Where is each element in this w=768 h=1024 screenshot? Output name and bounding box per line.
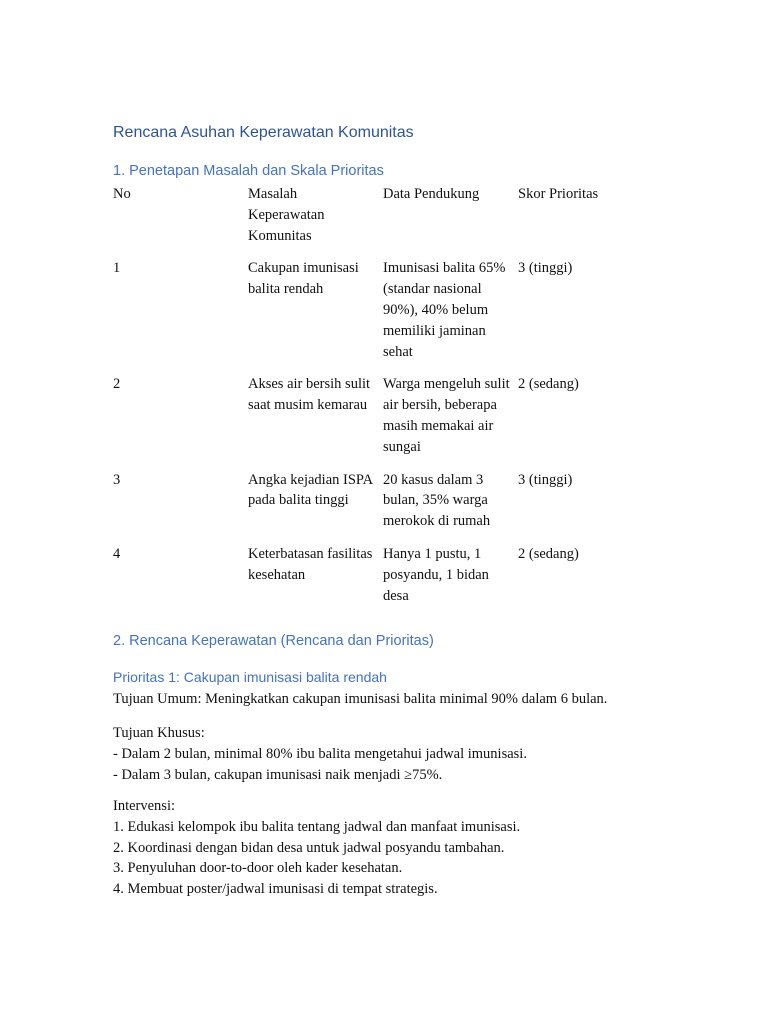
table-row: [113, 544, 673, 606]
header-no: No: [113, 186, 131, 202]
row-number: 3: [113, 471, 121, 488]
general-goal: [113, 689, 673, 710]
list-item: 3. Penyuluhan door-to-door oleh kader kesehatan.: [113, 860, 403, 877]
interventions-label: Intervensi:: [113, 798, 176, 814]
header-priority-score: Skor Prioritas: [518, 186, 599, 202]
header-support-data: Data Pendukung: [383, 186, 480, 202]
list-item: - Dalam 2 bulan, minimal 80% ibu balita mengetahui jadwal imunisasi.: [113, 745, 527, 762]
row-problem: Cakupan imunisasi balita rendah: [248, 260, 359, 298]
row-number: 1: [113, 260, 121, 277]
specific-goals-label: Tujuan Khusus:: [113, 725, 205, 741]
row-problem: Keterbatasan fasilitas kesehatan: [248, 545, 373, 583]
header-problem: Masalah Keperawatan Komunitas: [248, 186, 325, 244]
row-number: 2: [113, 376, 121, 393]
list-item: 4. Membuat poster/jadwal imunisasi di tempat strategis.: [113, 881, 438, 898]
priority-table: [113, 184, 673, 618]
section-2-heading: 2. Rencana Keperawatan (Rencana dan Prioritas): [113, 633, 434, 649]
general-goal-text: Tujuan Umum: Meningkatkan cakupan imunisasi balita minimal 90% dalam 6 bulan.: [113, 691, 608, 707]
table-header-row: [113, 184, 673, 246]
list-item: 1. Edukasi kelompok ibu balita tentang jadwal dan manfaat imunisasi.: [113, 818, 521, 835]
row-problem: Akses air bersih sulit saat musim kemarau: [248, 376, 371, 414]
interventions: [113, 796, 673, 900]
specific-goals: [113, 723, 673, 785]
row-support-data: Warga mengeluh sulit air bersih, beberapa masih memakai air sungai: [383, 376, 510, 455]
document-title: Rencana Asuhan Keperawatan Komunitas: [113, 124, 414, 141]
priority-1-heading: Prioritas 1: Cakupan imunisasi balita rendah: [113, 669, 387, 685]
table-row: [113, 258, 673, 362]
list-item: 2. Koordinasi dengan bidan desa untuk jadwal posyandu tambahan.: [113, 839, 505, 856]
row-support-data: Hanya 1 pustu, 1 posyandu, 1 bidan desa: [383, 545, 489, 604]
row-priority-score: 3 (tinggi): [518, 260, 573, 277]
row-support-data: 20 kasus dalam 3 bulan, 35% warga merokok di rumah: [383, 471, 491, 530]
row-number: 4: [113, 545, 121, 562]
row-problem: Angka kejadian ISPA pada balita tinggi: [248, 471, 373, 509]
list-item: - Dalam 3 bulan, cakupan imunisasi naik menjadi ≥75%.: [113, 766, 443, 783]
table-row: [113, 374, 673, 457]
section-1-heading: 1. Penetapan Masalah dan Skala Prioritas: [113, 163, 384, 179]
row-priority-score: 3 (tinggi): [518, 471, 573, 488]
table-row: [113, 470, 673, 532]
row-priority-score: 2 (sedang): [518, 545, 579, 562]
row-support-data: Imunisasi balita 65% (standar nasional 90%), 40% belum memiliki jaminan sehat: [383, 260, 506, 360]
row-priority-score: 2 (sedang): [518, 376, 579, 393]
